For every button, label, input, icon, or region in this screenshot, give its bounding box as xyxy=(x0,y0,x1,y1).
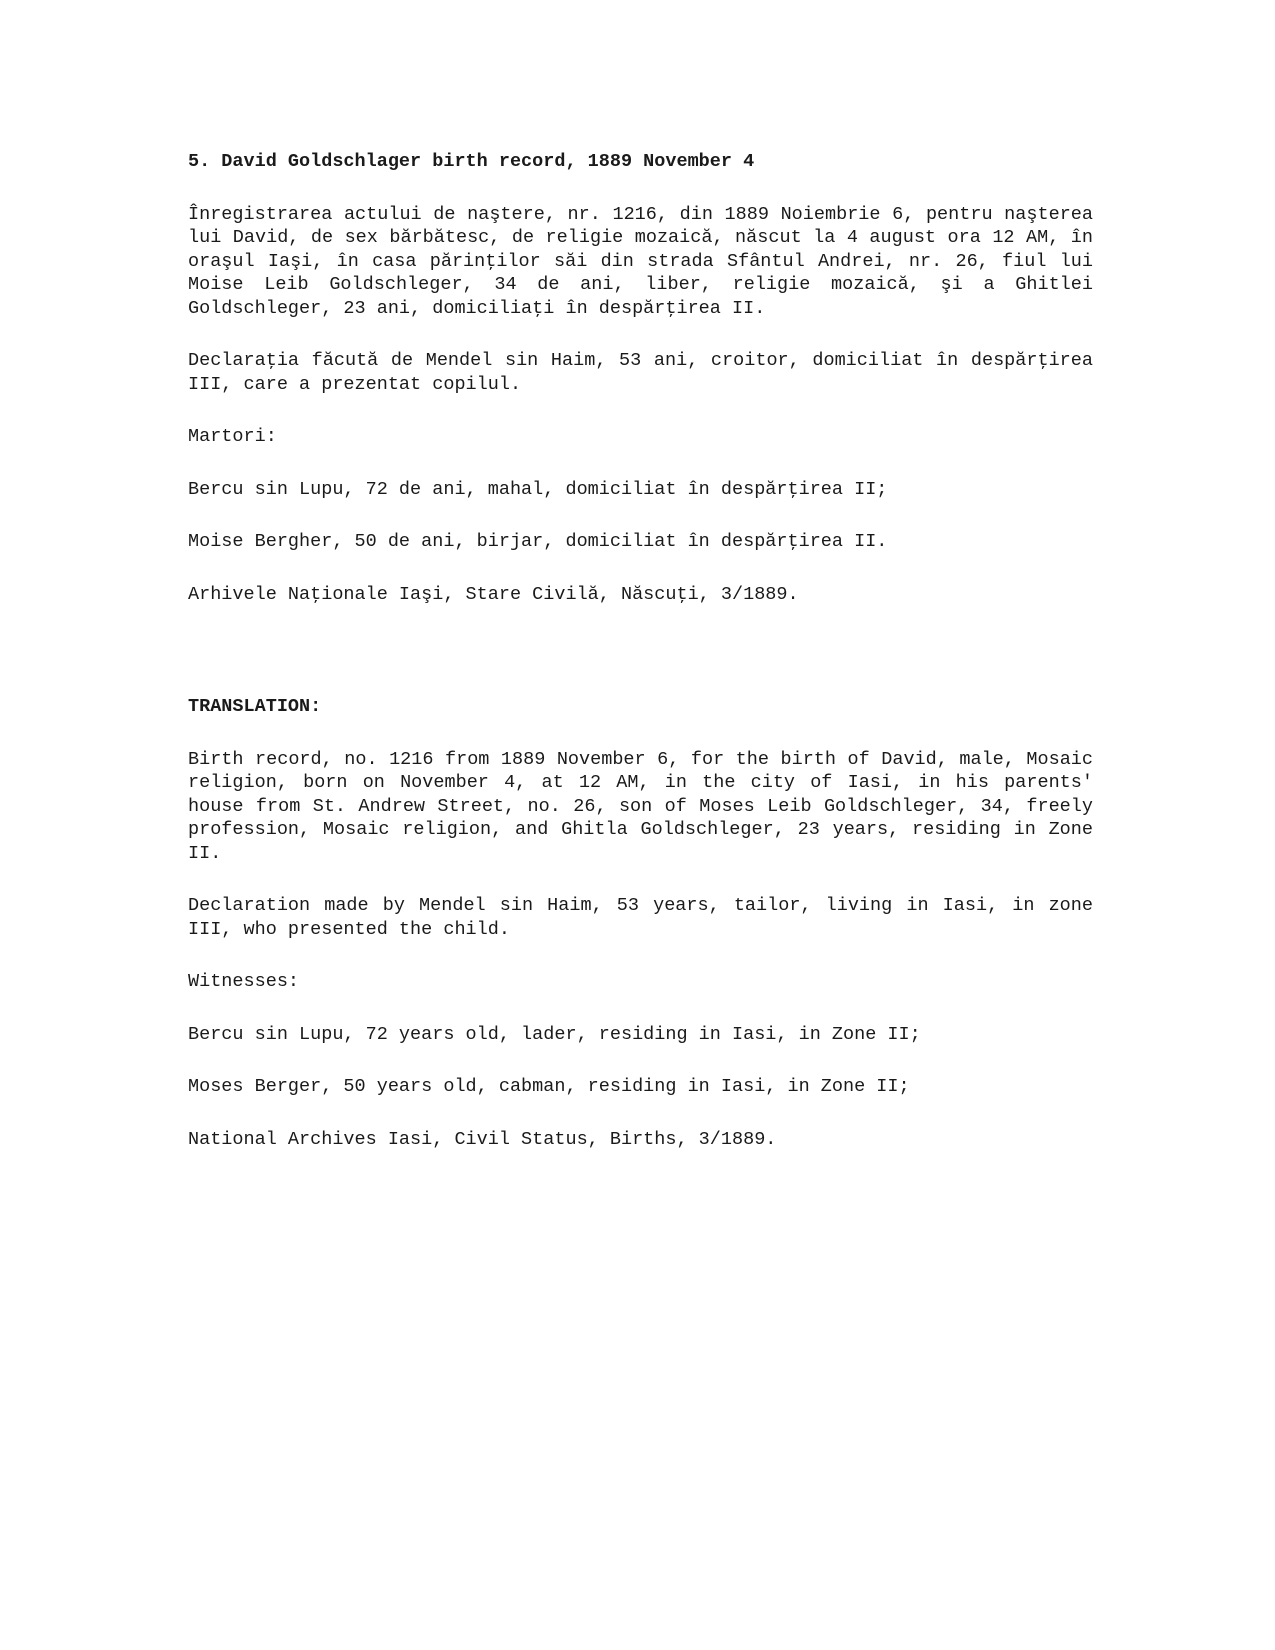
translation-record-paragraph: Birth record, no. 1216 from 1889 November 6, for the birth of David, male, Mosaic religion, born on November 4, at 12 AM, in the city of Iasi, in his parents' house from St. Andrew Street, no. 26, son of Moses Leib Goldschleger, 34, freely profession, Mosaic religion, and Ghitla Goldschleger, 23 years, residing in Zone II. xyxy=(188,748,1093,864)
translation-witness-2: Moses Berger, 50 years old, cabman, residing in Iasi, in Zone II; xyxy=(188,1076,910,1097)
romanian-source: Arhivele Naţionale Iaşi, Stare Civilă, Născuţi, 3/1889. xyxy=(188,583,799,605)
translation-witnesses-label: Witnesses: xyxy=(188,971,300,992)
section-spacer xyxy=(188,635,1093,695)
translation-declaration-paragraph: Declaration made by Mendel sin Haim, 53 years, tailor, living in Iasi, in zone III, who presented the child. xyxy=(188,895,1093,940)
romanian-witness-1: Bercu sin Lupu, 72 de ani, mahal, domiciliat în despărţirea II; xyxy=(188,478,888,500)
romanian-witness-2: Moise Bergher, 50 de ani, birjar, domiciliat în despărţirea II. xyxy=(188,531,888,552)
romanian-declaration-paragraph: Declaraţia făcută de Mendel sin Haim, 53 ani, croitor, domiciliat în despărţirea III, care a prezentat copilul. xyxy=(188,350,1093,395)
document-content xyxy=(188,150,1093,1180)
romanian-record-paragraph: Înregistrarea actului de naştere, nr. 1216, din 1889 Noiembrie 6, pentru naşterea lui David, de sex bărbătesc, de religie mozaică, născut la 4 august ora 12 AM, în oraşul Iaşi, în casa părinţilor săi din strada Sfântul Andrei, nr. 26, fiul lui Moise Leib Goldschleger, 34 de ani, liber, religie mozaică, şi a Ghitlei Goldschleger, 23 ani, domiciliaţi în despărţirea II. xyxy=(188,203,1093,319)
romanian-witnesses-label: Martori: xyxy=(188,426,277,447)
translation-witness-1: Bercu sin Lupu, 72 years old, lader, residing in Iasi, in Zone II; xyxy=(188,1023,921,1045)
translation-heading: TRANSLATION: xyxy=(188,696,322,717)
document-title: 5. David Goldschlager birth record, 1889 November 4 xyxy=(188,151,755,172)
translation-source: National Archives Iasi, Civil Status, Births, 3/1889. xyxy=(188,1128,777,1150)
